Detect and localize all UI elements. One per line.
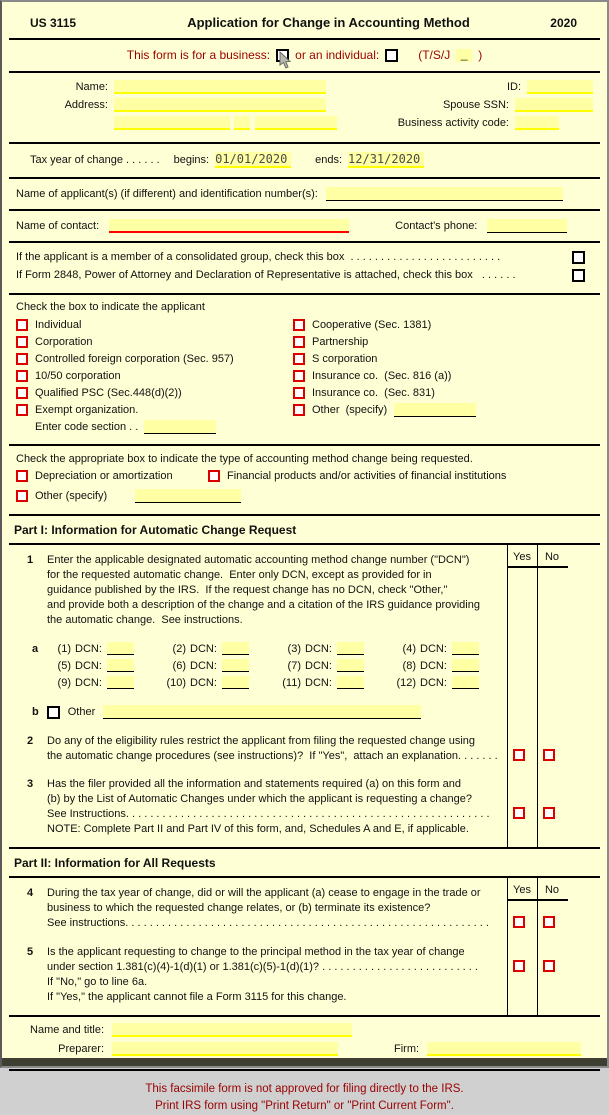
applicant-row xyxy=(2,179,607,209)
q1-line: and provide both a description of the change and a citation of the IRS guidance providing xyxy=(47,599,480,612)
tsj-input[interactable]: _ xyxy=(456,49,472,62)
dcn-number: (5) xyxy=(57,659,71,672)
address-label: Address: xyxy=(64,99,108,112)
q5-yes-checkbox[interactable] xyxy=(513,960,525,972)
dcn-number: (9) xyxy=(57,676,71,689)
item-label: S corporation xyxy=(312,352,378,365)
dcn-input-5[interactable] xyxy=(107,659,134,672)
controlled-foreign-corp-checkbox[interactable] xyxy=(16,353,28,365)
q3-yes-checkbox[interactable] xyxy=(513,807,525,819)
dcn-number: (10) xyxy=(166,676,186,689)
applicant-type-item xyxy=(16,333,293,350)
address-input[interactable] xyxy=(114,98,326,112)
form-header xyxy=(2,2,607,38)
zip-input[interactable] xyxy=(255,116,337,130)
identity-block xyxy=(2,73,607,142)
applicant-type-item xyxy=(16,316,293,333)
spouse-ssn-label: Spouse SSN: xyxy=(442,99,509,112)
part2-body xyxy=(2,878,607,1015)
ends-label: ends: xyxy=(315,154,343,167)
part2-title: Part II: Information for All Requests xyxy=(14,856,216,871)
dcn-row-3 xyxy=(32,674,607,691)
line-b-label: b xyxy=(32,706,39,719)
financial-products-checkbox[interactable] xyxy=(208,470,220,482)
q1-line: the automatic change. See instructions. xyxy=(47,614,243,627)
begins-label: begins: xyxy=(173,154,210,167)
q2-number: 2 xyxy=(27,735,34,748)
applicant-type-item xyxy=(16,367,293,384)
change-type-section xyxy=(2,446,607,514)
applicant-type-section xyxy=(2,295,607,444)
tsj-suffix: ) xyxy=(478,48,483,63)
dcn-label: DCN: xyxy=(75,659,102,672)
dcn-input-9[interactable] xyxy=(107,676,134,689)
dcn-label: DCN: xyxy=(190,659,217,672)
q5-number: 5 xyxy=(27,946,34,959)
id-label: ID: xyxy=(506,81,521,94)
part1-body xyxy=(2,545,607,847)
q2-no-checkbox[interactable] xyxy=(543,749,555,761)
applicant-type-item xyxy=(293,350,476,367)
consolidated-section xyxy=(2,243,607,293)
other-change-checkbox[interactable] xyxy=(16,490,28,502)
applicant-type-item xyxy=(16,350,293,367)
q5-line: If "Yes," the applicant cannot file a Form 3115 for this change. xyxy=(47,991,347,1004)
q1-line: guidance published by the IRS. If the request change has no DCN, check "Other," xyxy=(47,584,448,597)
ten-fifty-corp-checkbox[interactable] xyxy=(16,370,28,382)
depreciation-checkbox[interactable] xyxy=(16,470,28,482)
q5-line: If "No," go to line 6a. xyxy=(47,976,148,989)
item-label: Qualified PSC (Sec.448(d)(2)) xyxy=(35,386,182,399)
item-label: Partnership xyxy=(312,335,369,348)
contact-row xyxy=(2,211,607,241)
form2848-text: If Form 2848, Power of Attorney and Declaration of Representative is attached, check this box . . . . . . xyxy=(16,269,516,282)
q4-line: business to which the requested change relates, or (b) terminate its existence? xyxy=(47,902,431,915)
item-label: Cooperative (Sec. 1381) xyxy=(312,318,432,331)
q3-line: (b) by the List of Automatic Changes under which the applicant is requesting a change? xyxy=(47,793,472,806)
item-label: Corporation xyxy=(35,335,93,348)
dcn-input-10[interactable] xyxy=(222,676,249,689)
q3-number: 3 xyxy=(27,778,34,791)
form2848-checkbox[interactable] xyxy=(572,269,585,282)
s-corporation-checkbox[interactable] xyxy=(293,353,305,365)
q2-line: Do any of the eligibility rules restrict the applicant from filing the requested change using xyxy=(47,735,476,748)
firm-label: Firm: xyxy=(394,1043,420,1056)
applicant-type-item xyxy=(293,384,476,401)
dcn-label: DCN: xyxy=(305,659,332,672)
q5-row xyxy=(2,945,607,1005)
individual-label: or an individual: xyxy=(295,48,380,63)
bottom-bar xyxy=(2,1058,607,1066)
dcn-label: DCN: xyxy=(75,642,102,655)
item-label: Insurance co. (Sec. 816 (a)) xyxy=(312,369,452,382)
consolidated-text: If the applicant is a member of a consolidated group, check this box . . . . . . . . . . . . . . . . . . . . . . . . . xyxy=(16,251,501,264)
item-label: Controlled foreign corporation (Sec. 957) xyxy=(35,352,234,365)
name-label: Name: xyxy=(75,81,108,94)
depreciation-label: Depreciation or amortization xyxy=(35,470,173,483)
dcn-input-1[interactable] xyxy=(107,642,134,655)
business-code-input[interactable] xyxy=(515,116,559,130)
dcn-number: (3) xyxy=(287,642,301,655)
dcn-row-2 xyxy=(32,657,607,674)
tax-year-label: Tax year of change . . . . . . xyxy=(30,154,160,167)
item-label: Exempt organization. xyxy=(35,403,139,416)
q4-number: 4 xyxy=(27,887,34,900)
q1-line: for the requested automatic change. Enter only DCN, except as provided for in xyxy=(47,569,432,582)
business-checkbox-wrap xyxy=(276,48,289,62)
individual-type-checkbox[interactable] xyxy=(16,319,28,331)
business-checkbox[interactable] xyxy=(276,49,289,62)
q4-no-checkbox[interactable] xyxy=(543,916,555,928)
dcn-number: (1) xyxy=(57,642,71,655)
q3-line: See Instructions. . . . . . . . . . . . . . . . . . . . . . . . . . . . . . . . . . . . . . . . . . . . . . . . . . . . . . . . . . . . xyxy=(47,808,490,821)
other-type-checkbox[interactable] xyxy=(293,404,305,416)
dcn-label: DCN: xyxy=(305,676,332,689)
dcn-label: DCN: xyxy=(420,659,447,672)
spouse-ssn-input[interactable] xyxy=(515,98,593,112)
other-type-input[interactable] xyxy=(394,403,476,417)
form2848-row xyxy=(2,267,607,285)
applicant-type-heading: Check the box to indicate the applicant xyxy=(16,301,205,314)
applicant-type-item xyxy=(293,367,476,384)
applicant-type-item xyxy=(16,401,293,418)
q2-line: the automatic change procedures (see instructions)? If "Yes", attach an explanation. . . . . . . xyxy=(47,750,498,763)
item-label: Insurance co. (Sec. 831) xyxy=(312,386,435,399)
q1-line: Enter the applicable designated automatic accounting method change number ("DCN") xyxy=(47,554,470,567)
other-dcn-checkbox[interactable] xyxy=(47,706,60,719)
dcn-number: (2) xyxy=(172,642,186,655)
code-section-input[interactable] xyxy=(144,420,216,434)
city-input[interactable] xyxy=(114,116,230,130)
applicant-type-item xyxy=(293,316,476,333)
other-change-input[interactable] xyxy=(135,489,241,503)
insurance-816-checkbox[interactable] xyxy=(293,370,305,382)
exempt-org-checkbox[interactable] xyxy=(16,404,28,416)
no-header: No xyxy=(544,884,560,897)
q2-row xyxy=(2,734,607,764)
tax-year-row xyxy=(2,144,607,177)
dcn-number: (7) xyxy=(287,659,301,672)
dcn-row-1 xyxy=(32,640,607,657)
dcn-number: (4) xyxy=(402,642,416,655)
qualified-psc-checkbox[interactable] xyxy=(16,387,28,399)
dcn-label: DCN: xyxy=(420,676,447,689)
ends-date-input[interactable]: 12/31/2020 xyxy=(348,152,424,168)
dcn-number: (11) xyxy=(282,676,301,689)
financial-products-label: Financial products and/or activities of financial institutions xyxy=(227,470,507,483)
yes-header: Yes xyxy=(513,551,531,564)
q4-line: See instructions. . . . . . . . . . . . . . . . . . . . . . . . . . . . . . . . . . . . . . . . . . . . . . . . . . . . . . . . . . . . xyxy=(47,917,489,930)
q3-no-checkbox[interactable] xyxy=(543,807,555,819)
dcn-label: DCN: xyxy=(75,676,102,689)
dcn-number: (12) xyxy=(396,676,416,689)
form-id: US 3115 xyxy=(30,15,77,30)
no-header: No xyxy=(544,551,560,564)
footer-line-1: This facsimile form is not approved for filing directly to the IRS. xyxy=(145,1083,464,1096)
dcn-label: DCN: xyxy=(190,642,217,655)
dcn-input-6[interactable] xyxy=(222,659,249,672)
partnership-checkbox[interactable] xyxy=(293,336,305,348)
applicant-type-item xyxy=(16,384,293,401)
consolidated-checkbox[interactable] xyxy=(572,251,585,264)
item-label: Individual xyxy=(35,318,82,331)
q1-row xyxy=(2,553,607,628)
dcn-label: DCN: xyxy=(420,642,447,655)
change-type-heading: Check the appropriate box to indicate the type of accounting method change being requested. xyxy=(16,453,473,466)
footer-line-2: Print IRS form using "Print Return" or "Print Current Form". xyxy=(155,1100,454,1113)
form-year: 2020 xyxy=(550,15,577,30)
q2-yes-checkbox[interactable] xyxy=(513,749,525,761)
dcn-label: DCN: xyxy=(190,676,217,689)
name-input[interactable] xyxy=(114,80,326,94)
business-label: This form is for a business: xyxy=(126,48,271,63)
other-dcn-input[interactable] xyxy=(103,705,421,719)
tsj-prefix: (T/S/J xyxy=(418,48,451,63)
dcn-input-11[interactable] xyxy=(337,676,364,689)
consolidated-row xyxy=(2,249,607,267)
dcn-label: DCN: xyxy=(305,642,332,655)
q5-line: Is the applicant requesting to change to the principal method in the tax year of change xyxy=(47,946,465,959)
corporation-checkbox[interactable] xyxy=(16,336,28,348)
preparer-input[interactable] xyxy=(112,1042,338,1056)
audience-line xyxy=(2,40,607,71)
dcn-input-2[interactable] xyxy=(222,642,249,655)
applicant-type-item xyxy=(293,401,476,418)
dcn-input-7[interactable] xyxy=(337,659,364,672)
contact-phone-input[interactable] xyxy=(487,219,567,233)
q3-note-line: NOTE: Complete Part II and Part IV of this form, and, Schedules A and E, if applicable. xyxy=(47,823,469,836)
dcn-number: (8) xyxy=(402,659,416,672)
q4-yes-checkbox[interactable] xyxy=(513,916,525,928)
q3-row xyxy=(2,777,607,837)
line-a-label: a xyxy=(32,642,39,655)
q3-line: Has the filer provided all the information and statements required (a) on this form and xyxy=(47,778,461,791)
q1-number: 1 xyxy=(27,554,34,567)
other-dcn-label: Other xyxy=(67,706,96,719)
item-label: 10/50 corporation xyxy=(35,369,121,382)
q5-line: under section 1.381(c)(4)-1(d)(1) or 1.381(c)(5)-1(d)(1)? . . . . . . . . . . . . . . . . . . . . . . . . . . xyxy=(47,961,478,974)
contact-name-input[interactable] xyxy=(109,219,349,233)
contact-phone-label: Contact's phone: xyxy=(395,220,478,233)
dcn-input-3[interactable] xyxy=(337,642,364,655)
footer-warning xyxy=(2,1071,607,1115)
insurance-831-checkbox[interactable] xyxy=(293,387,305,399)
applicant-type-item xyxy=(293,333,476,350)
applicant-input[interactable] xyxy=(326,187,563,201)
firm-input[interactable] xyxy=(427,1042,581,1056)
yes-header: Yes xyxy=(513,884,531,897)
id-input[interactable] xyxy=(527,80,593,94)
contact-name-label: Name of contact: xyxy=(16,220,100,233)
part1-title: Part I: Information for Automatic Change Request xyxy=(14,523,297,538)
begins-date-input[interactable]: 01/01/2020 xyxy=(215,152,291,168)
q4-line: During the tax year of change, did or will the applicant (a) cease to engage in the trade or xyxy=(47,887,481,900)
business-code-label: Business activity code: xyxy=(397,117,509,130)
preparer-label: Preparer: xyxy=(58,1043,104,1056)
form-title: Application for Change in Accounting Method xyxy=(187,15,470,30)
individual-checkbox[interactable] xyxy=(385,49,398,62)
item-label: Other (specify) xyxy=(312,403,388,416)
q4-row xyxy=(2,886,607,931)
name-title-input[interactable] xyxy=(112,1023,352,1037)
code-section-row xyxy=(35,418,293,436)
dcn-input-8[interactable] xyxy=(452,659,479,672)
dcn-number: (6) xyxy=(172,659,186,672)
other-change-label: Other (specify) xyxy=(35,490,108,503)
name-title-label: Name and title: xyxy=(30,1024,104,1037)
q5-no-checkbox[interactable] xyxy=(543,960,555,972)
dcn-input-12[interactable] xyxy=(452,676,479,689)
dcn-input-4[interactable] xyxy=(452,642,479,655)
other-dcn-row xyxy=(32,703,607,721)
applicant-label: Name of applicant(s) (if different) and identification number(s): xyxy=(16,188,318,201)
state-input[interactable] xyxy=(234,116,250,130)
code-section-label: Enter code section . . xyxy=(35,421,139,434)
cooperative-checkbox[interactable] xyxy=(293,319,305,331)
